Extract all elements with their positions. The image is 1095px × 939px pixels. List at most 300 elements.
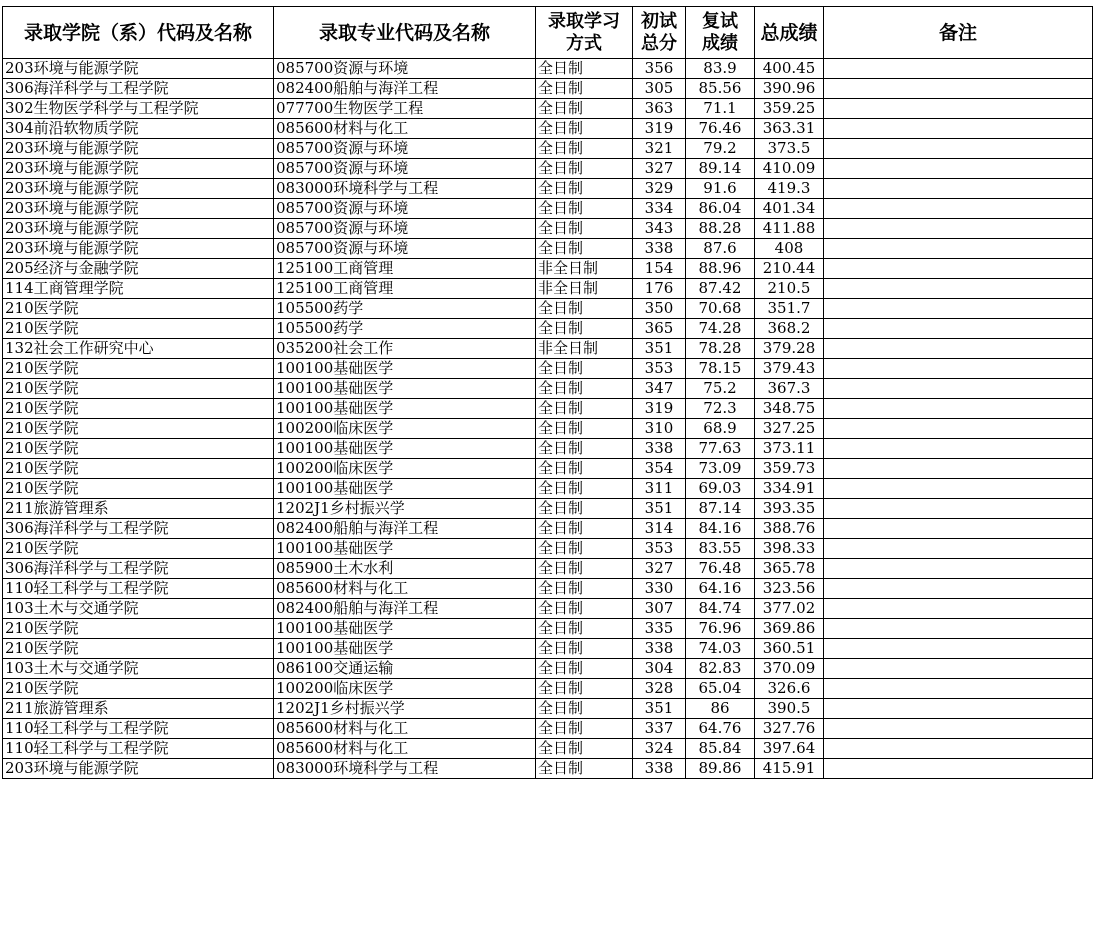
- cell-retest-score: 78.28: [686, 339, 755, 359]
- admission-sheet: [2, 6, 1093, 779]
- cell-study-mode: 非全日制: [536, 259, 633, 279]
- cell-remarks: [824, 539, 1093, 559]
- table-row: [3, 419, 1093, 439]
- header-major: 录取专业代码及名称: [274, 7, 536, 59]
- table-row: [3, 59, 1093, 79]
- table-row: [3, 139, 1093, 159]
- cell-remarks: [824, 619, 1093, 639]
- cell-retest-score: 84.16: [686, 519, 755, 539]
- cell-prelim-total: 347: [633, 379, 686, 399]
- cell-major: 085700资源与环境: [274, 199, 536, 219]
- cell-retest-score: 83.55: [686, 539, 755, 559]
- table-row: [3, 519, 1093, 539]
- table-row: [3, 659, 1093, 679]
- cell-total-score: 363.31: [755, 119, 824, 139]
- cell-major: 100100基础医学: [274, 619, 536, 639]
- cell-remarks: [824, 379, 1093, 399]
- cell-study-mode: 全日制: [536, 619, 633, 639]
- cell-prelim-total: 311: [633, 479, 686, 499]
- table-row: [3, 439, 1093, 459]
- cell-study-mode: 全日制: [536, 539, 633, 559]
- cell-total-score: 326.6: [755, 679, 824, 699]
- cell-major: 100100基础医学: [274, 439, 536, 459]
- cell-major: 105500药学: [274, 319, 536, 339]
- cell-remarks: [824, 59, 1093, 79]
- cell-major: 085700资源与环境: [274, 219, 536, 239]
- cell-major: 085700资源与环境: [274, 59, 536, 79]
- header-study-mode-line1: 录取学习: [548, 10, 620, 32]
- header-retest-line2: 成绩: [702, 32, 738, 54]
- cell-prelim-total: 319: [633, 119, 686, 139]
- cell-major: 085700资源与环境: [274, 239, 536, 259]
- cell-retest-score: 72.3: [686, 399, 755, 419]
- cell-major: 100100基础医学: [274, 479, 536, 499]
- cell-retest-score: 79.2: [686, 139, 755, 159]
- cell-college: 210医学院: [3, 379, 274, 399]
- cell-college: 210医学院: [3, 439, 274, 459]
- cell-major: 100100基础医学: [274, 359, 536, 379]
- cell-study-mode: 全日制: [536, 679, 633, 699]
- cell-study-mode: 全日制: [536, 439, 633, 459]
- cell-study-mode: 全日制: [536, 759, 633, 779]
- cell-retest-score: 86: [686, 699, 755, 719]
- cell-total-score: 368.2: [755, 319, 824, 339]
- cell-total-score: 390.96: [755, 79, 824, 99]
- cell-major: 082400船舶与海洋工程: [274, 599, 536, 619]
- cell-major: 100200临床医学: [274, 419, 536, 439]
- cell-retest-score: 75.2: [686, 379, 755, 399]
- cell-prelim-total: 350: [633, 299, 686, 319]
- cell-retest-score: 82.83: [686, 659, 755, 679]
- cell-college: 114工商管理学院: [3, 279, 274, 299]
- cell-prelim-total: 319: [633, 399, 686, 419]
- cell-major: 1202J1乡村振兴学: [274, 499, 536, 519]
- cell-retest-score: 76.46: [686, 119, 755, 139]
- table-row: [3, 399, 1093, 419]
- cell-prelim-total: 327: [633, 559, 686, 579]
- cell-retest-score: 74.03: [686, 639, 755, 659]
- cell-total-score: 351.7: [755, 299, 824, 319]
- cell-total-score: 327.76: [755, 719, 824, 739]
- cell-study-mode: 全日制: [536, 359, 633, 379]
- cell-remarks: [824, 719, 1093, 739]
- cell-prelim-total: 338: [633, 439, 686, 459]
- cell-retest-score: 64.76: [686, 719, 755, 739]
- cell-total-score: 348.75: [755, 399, 824, 419]
- table-row: [3, 219, 1093, 239]
- cell-study-mode: 全日制: [536, 119, 633, 139]
- cell-total-score: 359.73: [755, 459, 824, 479]
- admission-table: [2, 6, 1093, 779]
- cell-major: 125100工商管理: [274, 259, 536, 279]
- cell-retest-score: 89.14: [686, 159, 755, 179]
- table-row: [3, 579, 1093, 599]
- cell-major: 085700资源与环境: [274, 159, 536, 179]
- cell-remarks: [824, 239, 1093, 259]
- cell-study-mode: 全日制: [536, 639, 633, 659]
- cell-total-score: 401.34: [755, 199, 824, 219]
- cell-major: 100100基础医学: [274, 539, 536, 559]
- cell-study-mode: 全日制: [536, 299, 633, 319]
- cell-major: 100100基础医学: [274, 399, 536, 419]
- cell-study-mode: 全日制: [536, 719, 633, 739]
- cell-total-score: 397.64: [755, 739, 824, 759]
- table-row: [3, 699, 1093, 719]
- cell-college: 306海洋科学与工程学院: [3, 559, 274, 579]
- cell-total-score: 210.5: [755, 279, 824, 299]
- cell-prelim-total: 354: [633, 459, 686, 479]
- cell-major: 1202J1乡村振兴学: [274, 699, 536, 719]
- cell-retest-score: 73.09: [686, 459, 755, 479]
- cell-study-mode: 全日制: [536, 739, 633, 759]
- cell-study-mode: 全日制: [536, 199, 633, 219]
- cell-major: 035200社会工作: [274, 339, 536, 359]
- cell-study-mode: 全日制: [536, 659, 633, 679]
- cell-total-score: 408: [755, 239, 824, 259]
- table-row: [3, 299, 1093, 319]
- cell-remarks: [824, 419, 1093, 439]
- cell-study-mode: 全日制: [536, 419, 633, 439]
- cell-total-score: 373.5: [755, 139, 824, 159]
- header-prelim-total: [633, 7, 686, 59]
- cell-major: 085700资源与环境: [274, 139, 536, 159]
- cell-retest-score: 76.96: [686, 619, 755, 639]
- cell-retest-score: 76.48: [686, 559, 755, 579]
- cell-prelim-total: 321: [633, 139, 686, 159]
- cell-major: 085600材料与化工: [274, 119, 536, 139]
- cell-remarks: [824, 199, 1093, 219]
- cell-remarks: [824, 479, 1093, 499]
- header-study-mode-line2: 方式: [566, 32, 602, 54]
- table-row: [3, 679, 1093, 699]
- cell-total-score: 419.3: [755, 179, 824, 199]
- cell-college: 110轻工科学与工程学院: [3, 579, 274, 599]
- cell-prelim-total: 353: [633, 539, 686, 559]
- cell-study-mode: 非全日制: [536, 339, 633, 359]
- cell-remarks: [824, 439, 1093, 459]
- cell-study-mode: 全日制: [536, 699, 633, 719]
- table-row: [3, 259, 1093, 279]
- cell-study-mode: 全日制: [536, 239, 633, 259]
- cell-remarks: [824, 459, 1093, 479]
- cell-major: 085600材料与化工: [274, 739, 536, 759]
- table-row: [3, 319, 1093, 339]
- cell-major: 100100基础医学: [274, 639, 536, 659]
- cell-remarks: [824, 519, 1093, 539]
- cell-prelim-total: 365: [633, 319, 686, 339]
- cell-total-score: 210.44: [755, 259, 824, 279]
- table-row: [3, 619, 1093, 639]
- cell-study-mode: 全日制: [536, 519, 633, 539]
- cell-college: 203环境与能源学院: [3, 59, 274, 79]
- table-body: [3, 59, 1093, 779]
- cell-college: 103土木与交通学院: [3, 659, 274, 679]
- cell-study-mode: 全日制: [536, 179, 633, 199]
- cell-major: 082400船舶与海洋工程: [274, 79, 536, 99]
- cell-prelim-total: 154: [633, 259, 686, 279]
- cell-study-mode: 全日制: [536, 79, 633, 99]
- table-row: [3, 159, 1093, 179]
- header-prelim-line2: 总分: [641, 32, 677, 54]
- cell-college: 203环境与能源学院: [3, 219, 274, 239]
- header-total-score: 总成绩: [755, 7, 824, 59]
- cell-prelim-total: 351: [633, 699, 686, 719]
- cell-total-score: 410.09: [755, 159, 824, 179]
- cell-total-score: 365.78: [755, 559, 824, 579]
- cell-total-score: 323.56: [755, 579, 824, 599]
- cell-remarks: [824, 739, 1093, 759]
- cell-retest-score: 68.9: [686, 419, 755, 439]
- cell-major: 100100基础医学: [274, 379, 536, 399]
- cell-remarks: [824, 119, 1093, 139]
- cell-prelim-total: 353: [633, 359, 686, 379]
- table-header: [3, 7, 1093, 59]
- cell-major: 083000环境科学与工程: [274, 179, 536, 199]
- cell-study-mode: 全日制: [536, 599, 633, 619]
- cell-total-score: 327.25: [755, 419, 824, 439]
- cell-college: 203环境与能源学院: [3, 759, 274, 779]
- cell-college: 132社会工作研究中心: [3, 339, 274, 359]
- cell-retest-score: 78.15: [686, 359, 755, 379]
- cell-prelim-total: 337: [633, 719, 686, 739]
- cell-retest-score: 86.04: [686, 199, 755, 219]
- cell-retest-score: 65.04: [686, 679, 755, 699]
- cell-retest-score: 77.63: [686, 439, 755, 459]
- cell-college: 203环境与能源学院: [3, 239, 274, 259]
- cell-prelim-total: 176: [633, 279, 686, 299]
- cell-major: 125100工商管理: [274, 279, 536, 299]
- cell-remarks: [824, 279, 1093, 299]
- cell-prelim-total: 324: [633, 739, 686, 759]
- header-prelim-line1: 初试: [641, 10, 677, 32]
- cell-prelim-total: 327: [633, 159, 686, 179]
- cell-prelim-total: 307: [633, 599, 686, 619]
- table-row: [3, 339, 1093, 359]
- cell-college: 210医学院: [3, 639, 274, 659]
- cell-college: 210医学院: [3, 619, 274, 639]
- cell-prelim-total: 314: [633, 519, 686, 539]
- table-row: [3, 239, 1093, 259]
- cell-college: 306海洋科学与工程学院: [3, 519, 274, 539]
- cell-college: 203环境与能源学院: [3, 199, 274, 219]
- table-row: [3, 559, 1093, 579]
- cell-remarks: [824, 359, 1093, 379]
- cell-retest-score: 87.42: [686, 279, 755, 299]
- cell-total-score: 373.11: [755, 439, 824, 459]
- cell-study-mode: 全日制: [536, 99, 633, 119]
- table-row: [3, 499, 1093, 519]
- cell-prelim-total: 335: [633, 619, 686, 639]
- cell-college: 110轻工科学与工程学院: [3, 719, 274, 739]
- cell-retest-score: 71.1: [686, 99, 755, 119]
- cell-prelim-total: 305: [633, 79, 686, 99]
- cell-remarks: [824, 639, 1093, 659]
- header-remarks: 备注: [824, 7, 1093, 59]
- cell-remarks: [824, 259, 1093, 279]
- table-row: [3, 739, 1093, 759]
- cell-study-mode: 全日制: [536, 159, 633, 179]
- header-retest-score: [686, 7, 755, 59]
- cell-total-score: 393.35: [755, 499, 824, 519]
- cell-remarks: [824, 699, 1093, 719]
- cell-study-mode: 全日制: [536, 399, 633, 419]
- cell-remarks: [824, 579, 1093, 599]
- table-row: [3, 719, 1093, 739]
- cell-prelim-total: 338: [633, 239, 686, 259]
- cell-remarks: [824, 99, 1093, 119]
- cell-college: 306海洋科学与工程学院: [3, 79, 274, 99]
- cell-total-score: 367.3: [755, 379, 824, 399]
- cell-major: 100200临床医学: [274, 679, 536, 699]
- cell-retest-score: 84.74: [686, 599, 755, 619]
- cell-major: 085900土木水利: [274, 559, 536, 579]
- cell-prelim-total: 328: [633, 679, 686, 699]
- cell-retest-score: 83.9: [686, 59, 755, 79]
- cell-major: 083000环境科学与工程: [274, 759, 536, 779]
- cell-college: 103土木与交通学院: [3, 599, 274, 619]
- cell-remarks: [824, 179, 1093, 199]
- cell-total-score: 370.09: [755, 659, 824, 679]
- cell-major: 100200临床医学: [274, 459, 536, 479]
- cell-remarks: [824, 139, 1093, 159]
- cell-study-mode: 全日制: [536, 579, 633, 599]
- cell-college: 210医学院: [3, 419, 274, 439]
- cell-remarks: [824, 599, 1093, 619]
- header-retest-line1: 复试: [702, 10, 738, 32]
- cell-college: 210医学院: [3, 539, 274, 559]
- cell-retest-score: 89.86: [686, 759, 755, 779]
- cell-retest-score: 85.84: [686, 739, 755, 759]
- table-row: [3, 639, 1093, 659]
- cell-remarks: [824, 759, 1093, 779]
- cell-college: 210医学院: [3, 479, 274, 499]
- cell-college: 210医学院: [3, 299, 274, 319]
- cell-prelim-total: 363: [633, 99, 686, 119]
- cell-major: 077700生物医学工程: [274, 99, 536, 119]
- header-college: 录取学院（系）代码及名称: [3, 7, 274, 59]
- cell-study-mode: 全日制: [536, 139, 633, 159]
- cell-prelim-total: 329: [633, 179, 686, 199]
- cell-college: 210医学院: [3, 359, 274, 379]
- table-row: [3, 599, 1093, 619]
- cell-retest-score: 64.16: [686, 579, 755, 599]
- cell-retest-score: 91.6: [686, 179, 755, 199]
- cell-total-score: 411.88: [755, 219, 824, 239]
- cell-retest-score: 87.14: [686, 499, 755, 519]
- cell-total-score: 379.28: [755, 339, 824, 359]
- cell-prelim-total: 304: [633, 659, 686, 679]
- cell-remarks: [824, 499, 1093, 519]
- cell-study-mode: 全日制: [536, 499, 633, 519]
- table-row: [3, 179, 1093, 199]
- cell-total-score: 360.51: [755, 639, 824, 659]
- cell-remarks: [824, 679, 1093, 699]
- cell-college: 210医学院: [3, 319, 274, 339]
- table-row: [3, 119, 1093, 139]
- table-row: [3, 99, 1093, 119]
- cell-college: 210医学院: [3, 399, 274, 419]
- cell-major: 085600材料与化工: [274, 719, 536, 739]
- cell-college: 210医学院: [3, 459, 274, 479]
- cell-total-score: 377.02: [755, 599, 824, 619]
- cell-retest-score: 85.56: [686, 79, 755, 99]
- cell-prelim-total: 338: [633, 759, 686, 779]
- cell-college: 211旅游管理系: [3, 499, 274, 519]
- table-row: [3, 759, 1093, 779]
- cell-study-mode: 全日制: [536, 319, 633, 339]
- cell-total-score: 415.91: [755, 759, 824, 779]
- cell-major: 086100交通运输: [274, 659, 536, 679]
- cell-college: 210医学院: [3, 679, 274, 699]
- table-row: [3, 79, 1093, 99]
- cell-college: 203环境与能源学院: [3, 139, 274, 159]
- cell-retest-score: 88.28: [686, 219, 755, 239]
- cell-total-score: 369.86: [755, 619, 824, 639]
- cell-remarks: [824, 299, 1093, 319]
- cell-study-mode: 全日制: [536, 559, 633, 579]
- table-row: [3, 459, 1093, 479]
- cell-college: 205经济与金融学院: [3, 259, 274, 279]
- cell-remarks: [824, 219, 1093, 239]
- cell-study-mode: 全日制: [536, 459, 633, 479]
- cell-study-mode: 全日制: [536, 479, 633, 499]
- cell-retest-score: 87.6: [686, 239, 755, 259]
- cell-remarks: [824, 559, 1093, 579]
- cell-major: 105500药学: [274, 299, 536, 319]
- table-row: [3, 279, 1093, 299]
- cell-prelim-total: 338: [633, 639, 686, 659]
- table-row: [3, 359, 1093, 379]
- cell-prelim-total: 334: [633, 199, 686, 219]
- cell-major: 082400船舶与海洋工程: [274, 519, 536, 539]
- cell-major: 085600材料与化工: [274, 579, 536, 599]
- cell-remarks: [824, 399, 1093, 419]
- cell-retest-score: 74.28: [686, 319, 755, 339]
- table-row: [3, 379, 1093, 399]
- cell-remarks: [824, 159, 1093, 179]
- table-row: [3, 539, 1093, 559]
- header-row: [3, 7, 1093, 59]
- cell-prelim-total: 330: [633, 579, 686, 599]
- cell-retest-score: 69.03: [686, 479, 755, 499]
- cell-study-mode: 全日制: [536, 219, 633, 239]
- cell-remarks: [824, 659, 1093, 679]
- cell-college: 302生物医学科学与工程学院: [3, 99, 274, 119]
- table-row: [3, 199, 1093, 219]
- cell-total-score: 388.76: [755, 519, 824, 539]
- cell-remarks: [824, 319, 1093, 339]
- cell-retest-score: 88.96: [686, 259, 755, 279]
- cell-prelim-total: 356: [633, 59, 686, 79]
- cell-study-mode: 全日制: [536, 379, 633, 399]
- cell-prelim-total: 351: [633, 499, 686, 519]
- cell-prelim-total: 343: [633, 219, 686, 239]
- cell-college: 203环境与能源学院: [3, 159, 274, 179]
- cell-total-score: 400.45: [755, 59, 824, 79]
- cell-college: 110轻工科学与工程学院: [3, 739, 274, 759]
- cell-retest-score: 70.68: [686, 299, 755, 319]
- cell-total-score: 398.33: [755, 539, 824, 559]
- cell-college: 211旅游管理系: [3, 699, 274, 719]
- header-study-mode: [536, 7, 633, 59]
- cell-study-mode: 非全日制: [536, 279, 633, 299]
- cell-total-score: 390.5: [755, 699, 824, 719]
- table-row: [3, 479, 1093, 499]
- cell-remarks: [824, 79, 1093, 99]
- cell-prelim-total: 310: [633, 419, 686, 439]
- cell-total-score: 334.91: [755, 479, 824, 499]
- cell-prelim-total: 351: [633, 339, 686, 359]
